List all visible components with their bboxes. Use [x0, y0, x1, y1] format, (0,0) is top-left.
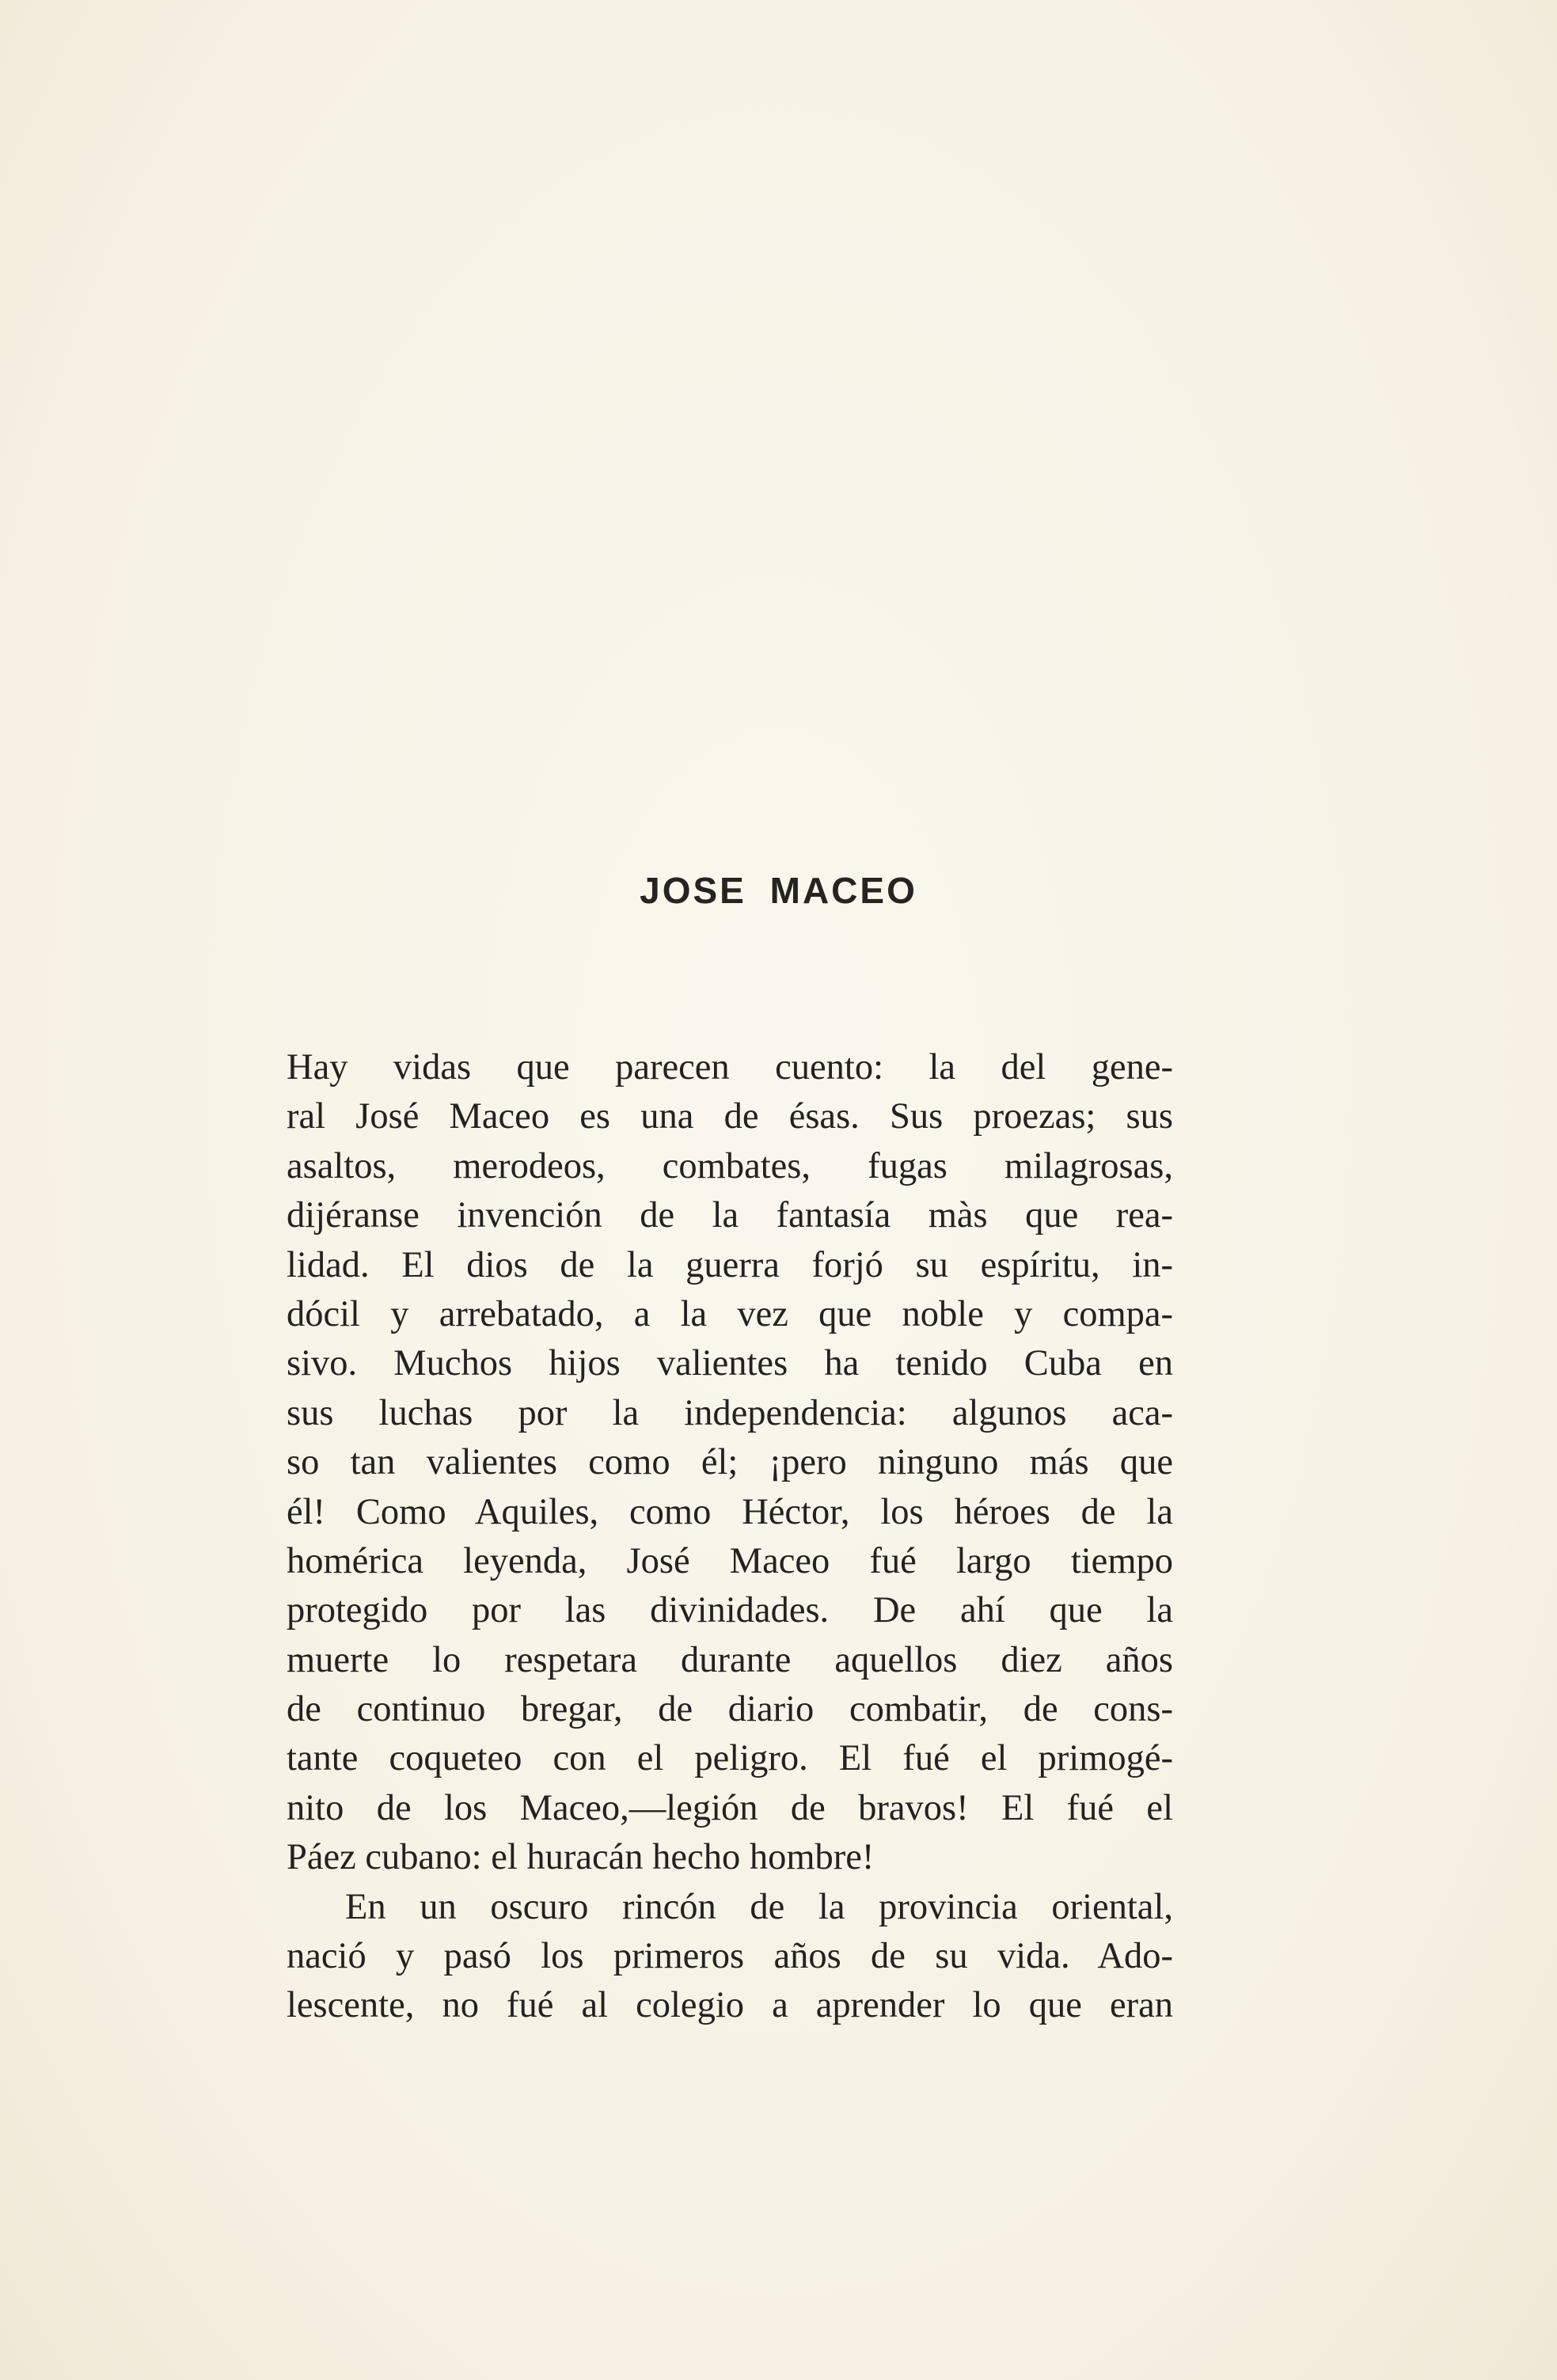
text-line: En un oscuro rincón de la provincia oriental, [345, 1886, 1173, 1927]
text-line: lidad. El dios de la guerra forjó su espíritu, in- [287, 1244, 1173, 1285]
text-line: él! Como Aquiles, como Héctor, los héroes de la [287, 1491, 1173, 1532]
text-line: Páez cubano: el huracán hecho hombre! [287, 1837, 875, 1878]
text-line: tante coqueteo con el peligro. El fué el primogé- [287, 1738, 1173, 1779]
text-line: nito de los Maceo,—legión de bravos! El fué el [287, 1787, 1173, 1828]
text-line: sivo. Muchos hijos valientes ha tenido Cuba en [287, 1343, 1173, 1384]
text-line: lescente, no fué al colegio a aprender lo que eran [287, 1985, 1173, 2026]
text-line: asaltos, merodeos, combates, fugas milagrosas, [287, 1145, 1173, 1186]
text-line: so tan valientes como él; ¡pero ninguno más que [287, 1442, 1173, 1483]
text-line: dijéranse invención de la fantasía màs que rea- [287, 1195, 1173, 1236]
text-line: dócil y arrebatado, a la vez que noble y compa- [287, 1293, 1173, 1334]
text-line: nació y pasó los primeros años de su vida. Ado- [287, 1936, 1173, 1977]
text-line: de continuo bregar, de diario combatir, de cons- [287, 1689, 1173, 1730]
text-line: Hay vidas que parecen cuento: la del gene- [287, 1047, 1173, 1088]
body-text [287, 1043, 1173, 2031]
text-line: muerte lo respetara durante aquellos diez años [287, 1639, 1173, 1680]
paragraph-2 [287, 1883, 1173, 2031]
text-line: homérica leyenda, José Maceo fué largo tiempo [287, 1540, 1173, 1581]
paragraph-1 [287, 1043, 1173, 1883]
text-line: ral José Maceo es una de ésas. Sus proezas; sus [287, 1096, 1173, 1137]
chapter-title: JOSE MACEO [640, 870, 917, 911]
text-line: protegido por las divinidades. De ahí que la [287, 1590, 1173, 1631]
text-line: sus luchas por la independencia: algunos aca- [287, 1392, 1173, 1433]
